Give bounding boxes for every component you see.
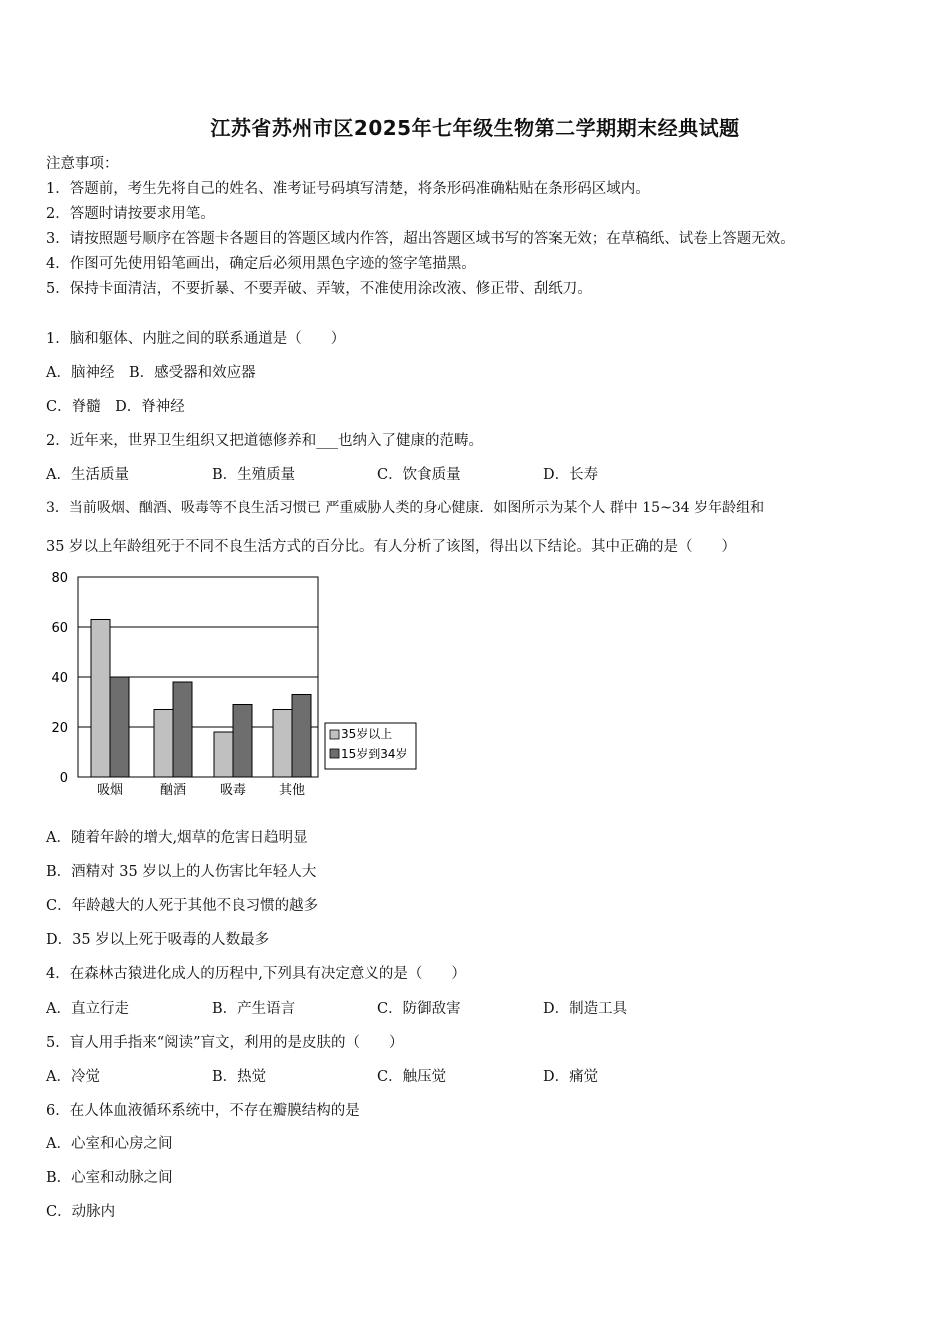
question-4-option-b: B．产生语言 xyxy=(212,1001,296,1017)
question-5-option-c: C．触压觉 xyxy=(377,1069,447,1085)
question-5-option-a: A．冷觉 xyxy=(46,1069,100,1085)
bar-series-2 xyxy=(173,682,192,777)
question-6-stem: 6．在人体血液循环系统中，不存在瓣膜结构的是 xyxy=(46,1103,360,1119)
question-2-stem: 2．近年来，世界卫生组织又把道德修养和___也纳入了健康的范畴。 xyxy=(46,433,483,449)
question-3-option-a: A．随着年龄的增大,烟草的危害日趋明显 xyxy=(46,830,308,846)
question-5-option-b: B．热觉 xyxy=(212,1069,267,1085)
x-tick-label: 酗酒 xyxy=(159,783,187,798)
question-3-option-b: B．酒精对 35 岁以上的人伤害比年轻人大 xyxy=(46,864,317,880)
question-2-option-a: A．生活质量 xyxy=(46,467,129,483)
y-tick-label: 0 xyxy=(59,771,68,786)
question-5-option-d: D．痛觉 xyxy=(543,1069,599,1085)
bar-chart xyxy=(40,565,440,805)
bar-series-1 xyxy=(154,710,173,778)
question-4-option-d: D．制造工具 xyxy=(543,1001,628,1017)
question-2-option-c: C．饮食质量 xyxy=(377,467,461,483)
x-tick-label: 吸烟 xyxy=(96,783,124,798)
question-3-stem: 3．当前吸烟、酗酒、吸毒等不良生活习惯已 严重威胁人类的身心健康．如图所示为某个人 群中 15~34 岁年龄组和 xyxy=(46,500,765,516)
question-6-option-a: A．心室和心房之间 xyxy=(46,1136,173,1152)
y-tick-label: 60 xyxy=(51,621,68,636)
question-4-option-c: C．防御敌害 xyxy=(377,1001,461,1017)
question-1-stem: 1．脑和躯体、内脏之间的联系通道是（ ） xyxy=(46,331,346,347)
bar-series-1 xyxy=(273,710,292,778)
notice-item: 5．保持卡面清洁，不要折暴、不要弄破、弄皱，不准使用涂改液、修正带、刮纸刀。 xyxy=(46,281,592,297)
page-title: 江苏省苏州市区2025年七年级生物第二学期期末经典试题 xyxy=(210,116,740,140)
notice-item: 2．答题时请按要求用笔。 xyxy=(46,206,215,222)
legend-label-series-2: 15岁到34岁 xyxy=(341,747,408,761)
y-tick-label: 20 xyxy=(51,721,68,736)
question-2-option-d: D．长寿 xyxy=(543,467,599,483)
question-5-stem: 5．盲人用手指来“阅读”盲文，利用的是皮肤的（ ） xyxy=(46,1035,404,1051)
question-3-option-c: C．年龄越大的人死于其他不良习惯的越多 xyxy=(46,898,319,914)
question-6-option-c: C．动脉内 xyxy=(46,1204,116,1220)
legend-swatch-series-2 xyxy=(330,749,339,758)
question-1-options-row1: A．脑神经 B．感受器和效应器 xyxy=(46,365,256,381)
question-4-stem: 4．在森林古猿进化成人的历程中,下列具有决定意义的是（ ） xyxy=(46,966,466,982)
bar-series-2 xyxy=(233,705,252,778)
question-1-options-row2: C．脊髓 D．脊神经 xyxy=(46,399,185,415)
bar-series-2 xyxy=(292,695,311,778)
question-4-option-a: A．直立行走 xyxy=(46,1001,129,1017)
question-3-stem-cont: 35 岁以上年龄组死于不同不良生活方式的百分比。有人分析了该图，得出以下结论。其中正确的是（ ） xyxy=(46,539,737,555)
question-3-option-d: D．35 岁以上死于吸毒的人数最多 xyxy=(46,932,270,948)
y-tick-label: 80 xyxy=(51,571,68,586)
question-6-option-b: B．心室和动脉之间 xyxy=(46,1170,173,1186)
notice-item: 1．答题前，考生先将自己的姓名、准考证号码填写清楚，将条形码准确粘贴在条形码区域内。 xyxy=(46,181,650,197)
y-tick-label: 40 xyxy=(51,671,68,686)
notice-heading: 注意事项： xyxy=(46,156,119,172)
legend-label-series-1: 35岁以上 xyxy=(341,727,393,741)
bar-series-1 xyxy=(91,620,110,778)
x-tick-label: 其他 xyxy=(278,783,306,798)
bar-series-2 xyxy=(110,677,129,777)
x-tick-label: 吸毒 xyxy=(219,783,247,798)
bar-series-1 xyxy=(214,732,233,777)
notice-item: 3．请按照题号顺序在答题卡各题目的答题区域内作答，超出答题区域书写的答案无效；在草稿纸、试卷上答题无效。 xyxy=(46,231,795,247)
question-2-option-b: B．生殖质量 xyxy=(212,467,296,483)
notice-item: 4．作图可先使用铅笔画出，确定后必须用黑色字迹的签字笔描黑。 xyxy=(46,256,476,272)
legend-swatch-series-1 xyxy=(330,730,339,739)
